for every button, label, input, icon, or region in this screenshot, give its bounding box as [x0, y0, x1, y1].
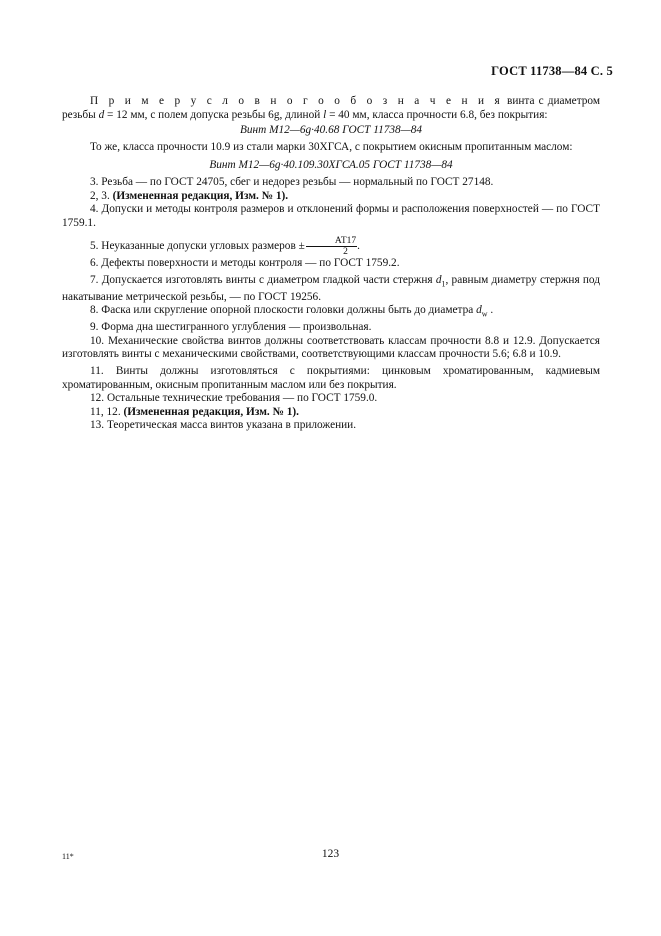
item-2-3-bold: (Измененная редакция, Изм. № 1).	[112, 189, 289, 202]
item-8	[62, 304, 600, 321]
item-3: 3. Резьба — по ГОСТ 24705, сбег и недорез резьбы — нормальный по ГОСТ 27148.	[90, 175, 494, 188]
variable-d1: d	[435, 273, 442, 286]
example-lead: П р и м е р у с л о в н о г о о б о з н а ч е н и я	[90, 95, 503, 107]
same-paragraph: То же, класса прочности 10.9 из стали марки 30ХГСА, с покрытием окисным пропитанным маслом:	[90, 140, 573, 153]
item-6: 6. Дефекты поверхности и методы контроля — по ГОСТ 1759.2.	[90, 257, 400, 270]
item-5-end: .	[357, 240, 360, 253]
fraction-at17	[306, 236, 357, 257]
designation-1: Винт М12—6g·40.68 ГОСТ 11738—84	[239, 124, 423, 137]
item-8-text-a: 8. Фаска или скругление опорной плоскости головки должны быть до диаметра	[90, 304, 477, 317]
item-4: 4. Допуски и методы контроля размеров и отклонений формы и расположения поверхностей — по ГОСТ 1759.1.	[62, 203, 600, 229]
item-12: 12. Остальные технические требования — по ГОСТ 1759.0.	[90, 392, 378, 405]
item-11-12-amendment	[62, 406, 600, 420]
document-body	[62, 95, 600, 433]
example-paragraph	[62, 95, 600, 122]
item-8-text-b: .	[487, 304, 494, 317]
item-2-3-amendment	[62, 190, 600, 204]
item-11-12-number: 11, 12.	[90, 405, 124, 418]
item-7	[62, 274, 600, 304]
item-5-text: 5. Неуказанные допуски угловых размеров ±	[90, 240, 305, 253]
item-7-text-b: , равным диаметру стержня под накатывание метрической резьбы, — по ГОСТ 19256.	[62, 273, 600, 303]
variable-l: l	[323, 108, 327, 121]
fraction-numerator: АТ17	[306, 236, 357, 247]
item-10: 10. Механические свойства винтов должны соответствовать классам прочности 8.8 и 12.9. Допускается изготовлять винты с механическими свойствами, соответствующими классам прочности 5.6; 6.8 и 10.9.	[62, 334, 600, 361]
example-text-a: винта с диаметром резьбы	[62, 95, 600, 121]
subscript-w: w	[481, 309, 488, 319]
running-title: ГОСТ 11738—84 С. 5	[491, 64, 613, 78]
page-number: 123	[321, 848, 340, 860]
variable-d: d	[98, 108, 105, 121]
item-11-12-bold: (Измененная редакция, Изм. № 1).	[123, 405, 299, 418]
item-11: 11. Винты должны изготовляться с покрытиями: цинковым хроматированным, кадмиевым хроматированным, окисным пропитанным маслом или без покрытия.	[62, 365, 600, 391]
item-5	[62, 236, 600, 257]
item-7-text-a: 7. Допускается изготовлять винты с диаметром гладкой части стержня	[90, 273, 436, 286]
item-13: 13. Теоретическая масса винтов указана в приложении.	[90, 419, 357, 432]
variable-dw: d	[476, 304, 482, 317]
footer-signature-mark: 11*	[62, 852, 74, 861]
example-text-c: = 40 мм, класса прочности 6.8, без покрытия:	[326, 108, 548, 121]
fraction-denominator: 2	[343, 247, 348, 258]
designation-2: Винт М12—6g·40.109.30ХГСА.05 ГОСТ 11738—84	[209, 159, 453, 172]
item-9: 9. Форма дна шестигранного углубления — произвольная.	[90, 321, 372, 334]
item-2-3-number: 2, 3.	[90, 189, 113, 202]
example-text-b: = 12 мм, с полем допуска резьбы 6g, длиной	[104, 108, 324, 121]
subscript-1: 1	[441, 279, 446, 289]
